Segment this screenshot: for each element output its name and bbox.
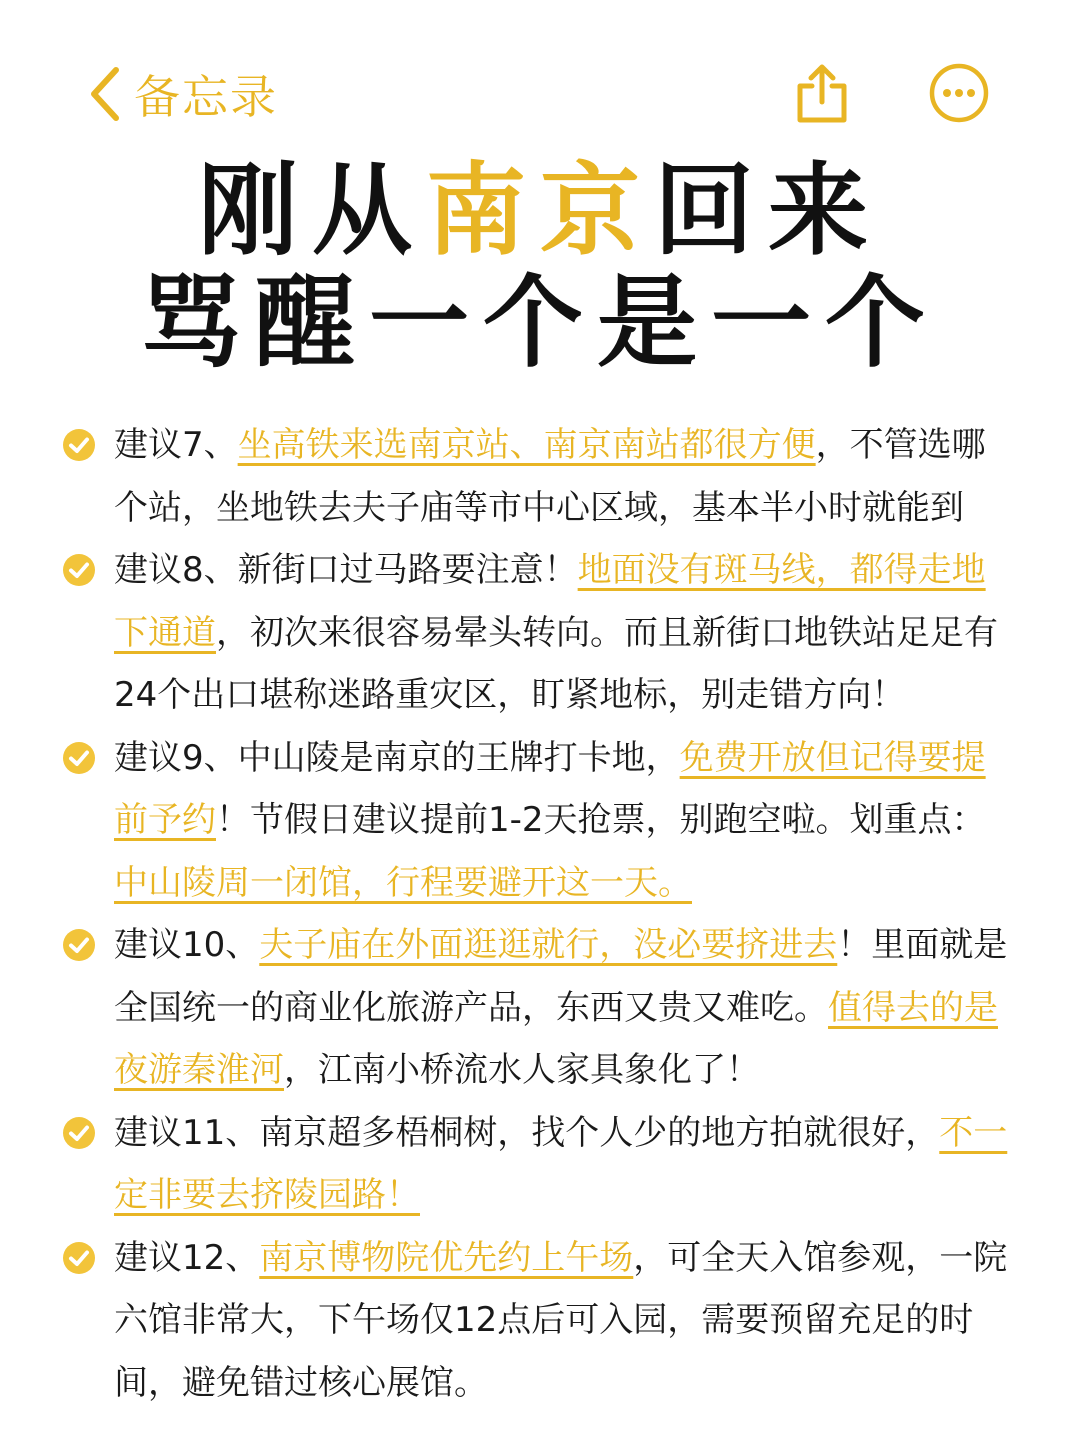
tip-text: ！里面就是全国统一的商业化旅游产品，东西又贵又难吃。 [114, 925, 1008, 1028]
title-text-a: 刚从 [198, 152, 426, 269]
tip-item [62, 1227, 1012, 1415]
share-icon[interactable] [794, 62, 850, 126]
check-circle-icon [62, 928, 96, 962]
check-circle-icon [62, 741, 96, 775]
tip-text: ！节假日建议提前1-2天抢票，别跑空啦。划重点： [216, 800, 986, 840]
tip-highlight-link[interactable]: 值得去的是夜游秦淮河 [114, 987, 998, 1090]
tip-item [62, 1102, 1012, 1227]
tip-label: 建议7、 [114, 425, 238, 465]
tip-item [62, 914, 1012, 1102]
tip-label: 建议9、 [114, 737, 238, 778]
check-circle-icon [62, 1116, 96, 1150]
tip-highlight-link[interactable]: 坐高铁来选南京站、南京南站都很方便 [237, 425, 816, 465]
tip-label: 建议10、 [114, 925, 260, 965]
tip-item [62, 539, 1012, 727]
tip-label: 建议12、 [114, 1237, 260, 1278]
page-title [0, 152, 1080, 381]
check-circle-icon [62, 428, 96, 462]
tip-highlight-link[interactable]: 南京博物院优先约上午场 [259, 1237, 634, 1278]
title-highlight: 南京 [426, 152, 654, 269]
tip-text: ，江南小桥流水人家具象化了！ [284, 1050, 760, 1090]
tip-highlight-link[interactable]: 不一定非要去挤陵园路！ [114, 1112, 1008, 1215]
tip-label: 建议11、 [114, 1112, 260, 1153]
tip-label: 建议8、 [114, 550, 238, 590]
check-circle-icon [62, 1241, 96, 1275]
tip-text: 南京超多梧桐树，找个人少的地方拍就很好， [259, 1112, 940, 1153]
tip-highlight-link[interactable]: 中山陵周一闭馆，行程要避开这一天。 [114, 862, 692, 903]
title-line-1 [0, 152, 1080, 269]
back-button[interactable] [86, 62, 278, 126]
more-icon[interactable] [928, 62, 990, 124]
tip-text: ，不管选哪个站，坐地铁去夫子庙等市中心区域，基本半小时就能到 [114, 425, 986, 528]
tips-list [62, 414, 1012, 1414]
tip-highlight-link[interactable]: 地面没有斑马线，都得走地下通道 [114, 550, 986, 653]
back-label: 备忘录 [134, 70, 278, 124]
tip-item [62, 727, 1012, 915]
tip-highlight-link[interactable]: 夫子庙在外面逛逛就行，没必要挤进去 [259, 925, 838, 965]
tip-text: ，可全天入馆参观，一院六馆非常大，下午场仅12点后可入园，需要预留充足的时间，避免错过核心展馆。 [114, 1237, 1008, 1403]
tip-highlight-link[interactable]: 免费开放但记得要提前予约 [114, 737, 986, 840]
tip-text: 新街口过马路要注意！ [237, 550, 578, 590]
tip-item [62, 414, 1012, 539]
title-text-b: 回来 [654, 152, 882, 269]
chevron-left-icon [86, 64, 124, 124]
tip-text: ，初次来很容易晕头转向。而且新街口地铁站足足有24个出口堪称迷路重灾区，盯紧地标，别走错方向！ [114, 612, 998, 715]
tip-text: 中山陵是南京的王牌打卡地， [237, 737, 680, 778]
title-line-2: 骂醒一个是一个 [141, 264, 939, 381]
check-circle-icon [62, 553, 96, 587]
